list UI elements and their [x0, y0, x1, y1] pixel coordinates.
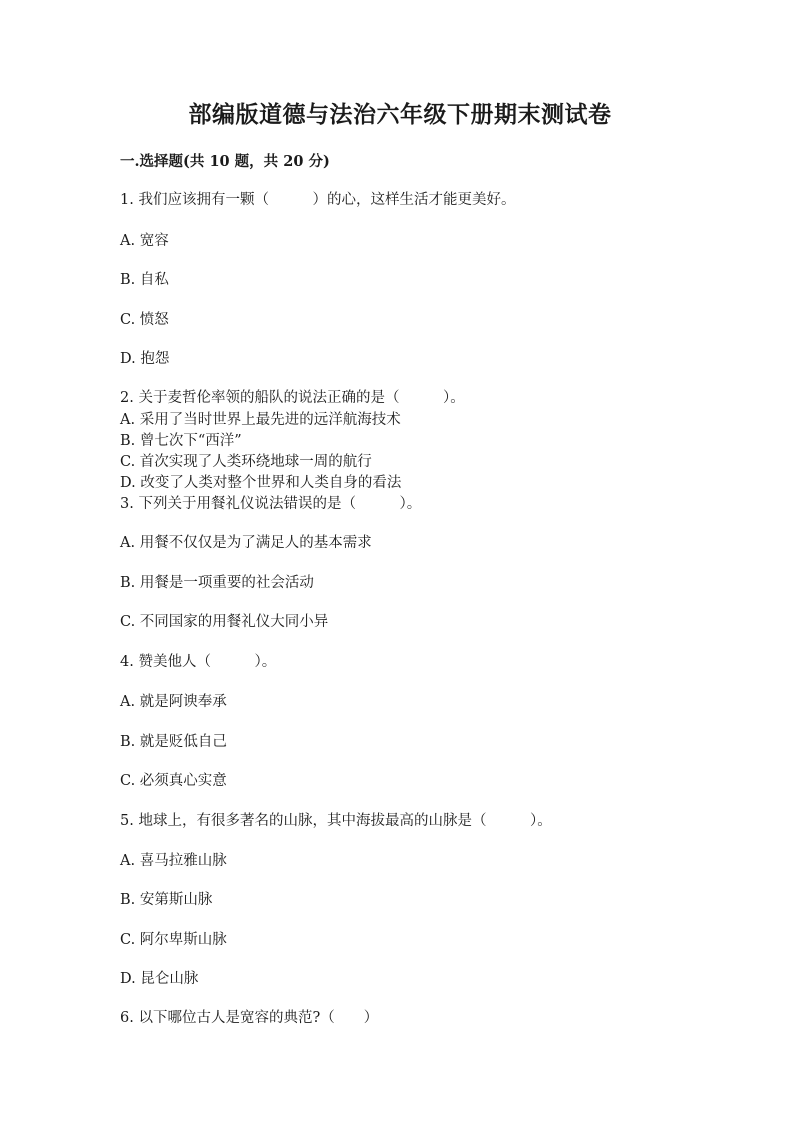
question-6-stem: 6. 以下哪位古人是宽容的典范?（ ）	[120, 1010, 379, 1026]
question-2-option-a: A. 采用了当时世界上最先进的远洋航海技术	[120, 412, 401, 428]
page-title: 部编版道德与法治六年级下册期末测试卷	[188, 101, 612, 128]
section-heading: 一.选择题(共 10 题，共 20 分)	[120, 153, 330, 170]
question-4-option-c: C. 必须真心实意	[120, 773, 227, 789]
question-3-option-c: C. 不同国家的用餐礼仪大同小异	[120, 614, 329, 630]
question-5-option-d: D. 昆仑山脉	[120, 971, 199, 987]
question-5-option-c: C. 阿尔卑斯山脉	[120, 932, 227, 948]
question-2-stem: 2. 关于麦哲伦率领的船队的说法正确的是（ ）。	[120, 390, 465, 406]
question-5-option-b: B. 安第斯山脉	[120, 892, 213, 908]
question-4-stem: 4. 赞美他人（ ）。	[120, 654, 277, 670]
question-5-option-a: A. 喜马拉雅山脉	[120, 853, 227, 869]
question-1-option-a: A. 宽容	[120, 233, 169, 249]
question-1-stem: 1. 我们应该拥有一颗（ ）的心，这样生活才能更美好。	[120, 192, 516, 208]
question-1-option-c: C. 愤怒	[120, 312, 169, 328]
question-3-stem: 3. 下列关于用餐礼仪说法错误的是（ ）。	[120, 496, 422, 512]
question-2-option-d: D. 改变了人类对整个世界和人类自身的看法	[120, 475, 402, 491]
question-1-option-d: D. 抱怨	[120, 351, 170, 367]
question-2-option-b: B. 曾七次下“西洋”	[120, 433, 242, 449]
question-3-option-b: B. 用餐是一项重要的社会活动	[120, 575, 314, 591]
question-2-option-c: C. 首次实现了人类环绕地球一周的航行	[120, 454, 372, 470]
question-3-option-a: A. 用餐不仅仅是为了满足人的基本需求	[120, 535, 372, 551]
question-5-stem: 5. 地球上，有很多著名的山脉，其中海拔最高的山脉是（ ）。	[120, 813, 552, 829]
question-4-option-a: A. 就是阿谀奉承	[120, 694, 227, 710]
question-4-option-b: B. 就是贬低自己	[120, 734, 227, 750]
question-1-option-b: B. 自私	[120, 272, 169, 288]
